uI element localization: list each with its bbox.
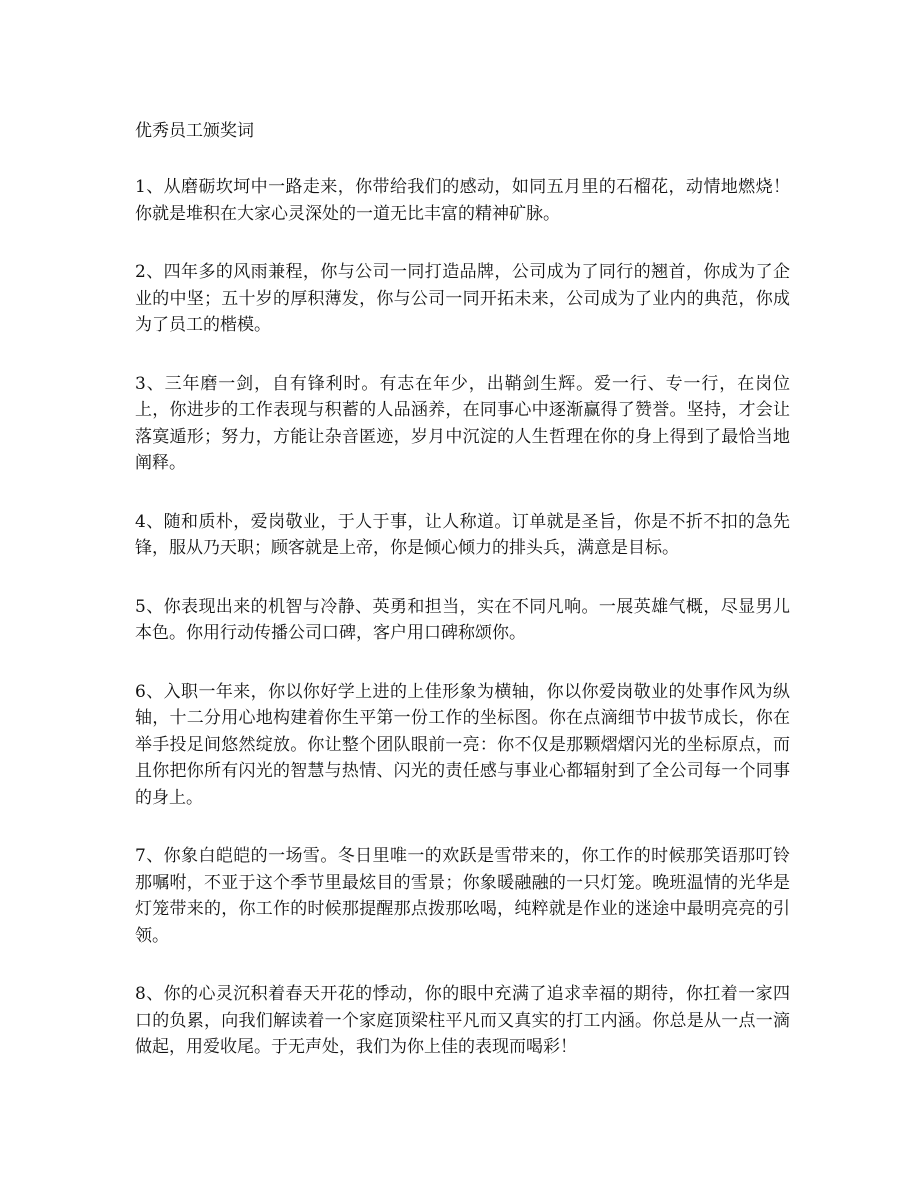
paragraph-4: 4、随和质朴，爱岗敬业，于人于事，让人称道。订单就是圣旨，你是不折不扣的急先锋，服从乃天职；顾客就是上帝，你是倾心倾力的排头兵，满意是目标。 <box>135 511 790 558</box>
document-title: 优秀员工颁奖词 <box>135 121 254 141</box>
paragraph-3: 3、三年磨一剑，自有锋利时。有志在年少，出鞘剑生辉。爱一行、专一行，在岗位上，你进步的工作表现与积蓄的人品涵养，在同事心中逐渐赢得了赞誉。坚持，才会让落寞遁形；努力，方能让杂音匿迹，岁月中沉淀的人生哲理在你的身上得到了最恰当地阐释。 <box>135 373 790 473</box>
paragraph-7: 7、你象白皑皑的一场雪。冬日里唯一的欢跃是雪带来的，你工作的时候那笑语那叮铃那嘱咐，不亚于这个季节里最炫目的雪景；你象暖融融的一只灯笼。晚班温情的光华是灯笼带来的，你工作的时候那提醒那点拨那吆喝，纯粹就是作业的迷途中最明亮亮的引领。 <box>135 846 790 946</box>
paragraph-1: 1、从磨砺坎坷中一路走来，你带给我们的感动，如同五月里的石榴花，动情地燃烧！你就是堆积在大家心灵深处的一道无比丰富的精神矿脉。 <box>135 177 790 224</box>
paragraph-2: 2、四年多的风雨兼程，你与公司一同打造品牌，公司成为了同行的翘首，你成为了企业的中坚；五十岁的厚积薄发，你与公司一同开拓未来，公司成为了业内的典范，你成为了员工的楷模。 <box>135 262 790 335</box>
paragraph-6: 6、入职一年来，你以你好学上进的上佳形象为横轴，你以你爱岗敬业的处事作风为纵轴，十二分用心地构建着你生平第一份工作的坐标图。你在点滴细节中拔节成长，你在举手投足间悠然绽放。你让整个团队眼前一亮：你不仅是那颗熠熠闪光的坐标原点，而且你把你所有闪光的智慧与热情、闪光的责任感与事业心都辐射到了全公司每一个同事的身上。 <box>135 681 790 808</box>
paragraph-5: 5、你表现出来的机智与冷静、英勇和担当，实在不同凡响。一展英雄气概，尽显男儿本色。你用行动传播公司口碑，客户用口碑称颂你。 <box>135 596 790 643</box>
paragraph-8: 8、你的心灵沉积着春天开花的悸动，你的眼中充满了追求幸福的期待，你扛着一家四口的负累，向我们解读着一个家庭顶梁柱平凡而又真实的打工内涵。你总是从一点一滴做起，用爱收尾。于无声处，我们为你上佳的表现而喝彩！ <box>135 984 790 1057</box>
document-page <box>135 118 790 1093</box>
